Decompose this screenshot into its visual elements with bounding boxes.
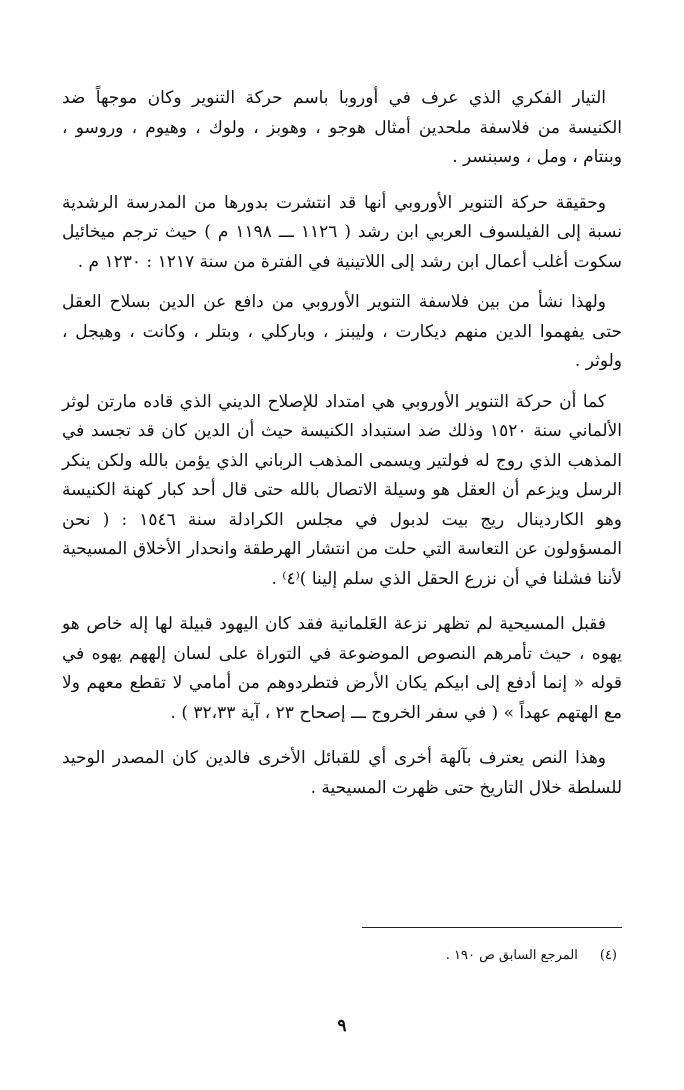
- page-number: ٩: [337, 1016, 347, 1036]
- footnote: [62, 946, 617, 966]
- footnote-number: (٤): [599, 948, 617, 963]
- body-text: [62, 84, 622, 814]
- paragraph-other-gods: وهذا النص يعترف بآلهة أخرى أي للقبائل الأخرى فالدين كان المصدر الوحيد للسلطة خلال التاريخ حتى ظهرت المسيحية .: [62, 748, 622, 798]
- paragraph-enlightenment-origin: التيار الفكري الذي عرف في أوروبا باسم حركة التنوير وكان موجهاً ضد الكنيسة من فلاسفة ملحدين أمثال هوجو ، وهوبز ، ولوك ، وهيوم ، وروسو ، وبنتام ، ومل ، وسبنسر .: [62, 88, 622, 167]
- footnote-text: المرجع السابق ص ١٩٠ .: [445, 948, 578, 963]
- paragraph-reformation: كما أن حركة التنوير الأوروبي هي امتداد للإصلاح الديني الذي قاده مارتن لوثر الألماني سنة ١٥٢٠ وذلك ضد استبداد الكنيسة حيث أن الدين كان قد تجسد في المذهب الذي روج له فولتير ويسمى المذهب الرباني الذي يؤمن بالله ولكن ينكر الرسل ويزعم أن العقل هو وسيلة الاتصال بالله حتى قال أحد كبار كهنة الكنيسة وهو الكاردينال ريج بيت لدبول في مجلس الكرادلة سنة ١٥٤٦ : ( نحن المسؤولون عن التعاسة التي حلت من انتشار الهرطقة وانحدار الأخلاق المسيحية لأننا فشلنا في أن نزرع الحقل الذي سلم إلينا )⁽٤⁾ .: [62, 391, 623, 589]
- paragraph-defenders-of-religion: ولهذا نشأ من بين فلاسفة التنوير الأوروبي من دافع عن الدين بسلاح العقل حتى يفهموا الدين منهم ديكارت ، وليبنز ، وباركلي ، وبتلر ، وكانت ، وهيجل ، ولوثر .: [62, 292, 622, 371]
- paragraph-pre-christian-secularism: فقبل المسيحية لم تظهر نزعة العَلمانية فقد كان اليهود قبيلة لها إله خاص هو يهوه ، حيث تأمرهم النصوص الموضوعة في التوراة على لسان إلههم يهوه في قوله « إنما أدفع إلى ابيكم يكان الأرض فتطردوهم من أمامي لا تقطع معهم ولا مع الهتهم عهداً » ( في سفر الخروج ـــ إصحاح ٢٣ ، آية ٣٢،٣٣ ) .: [62, 614, 622, 723]
- footnote-divider: [362, 927, 622, 928]
- paragraph-averroism: وحقيقة حركة التنوير الأوروبي أنها قد انتشرت بدورها من المدرسة الرشدية نسبة إلى الفيلسوف العربي ابن رشد ( ١١٢٦ ـــ ١١٩٨ م ) حيث ترجم ميخائيل سكوت أغلب أعمال ابن رشد إلى اللاتينية في الفترة من سنة ١٢١٧ : ١٢٣٠ م .: [62, 192, 622, 272]
